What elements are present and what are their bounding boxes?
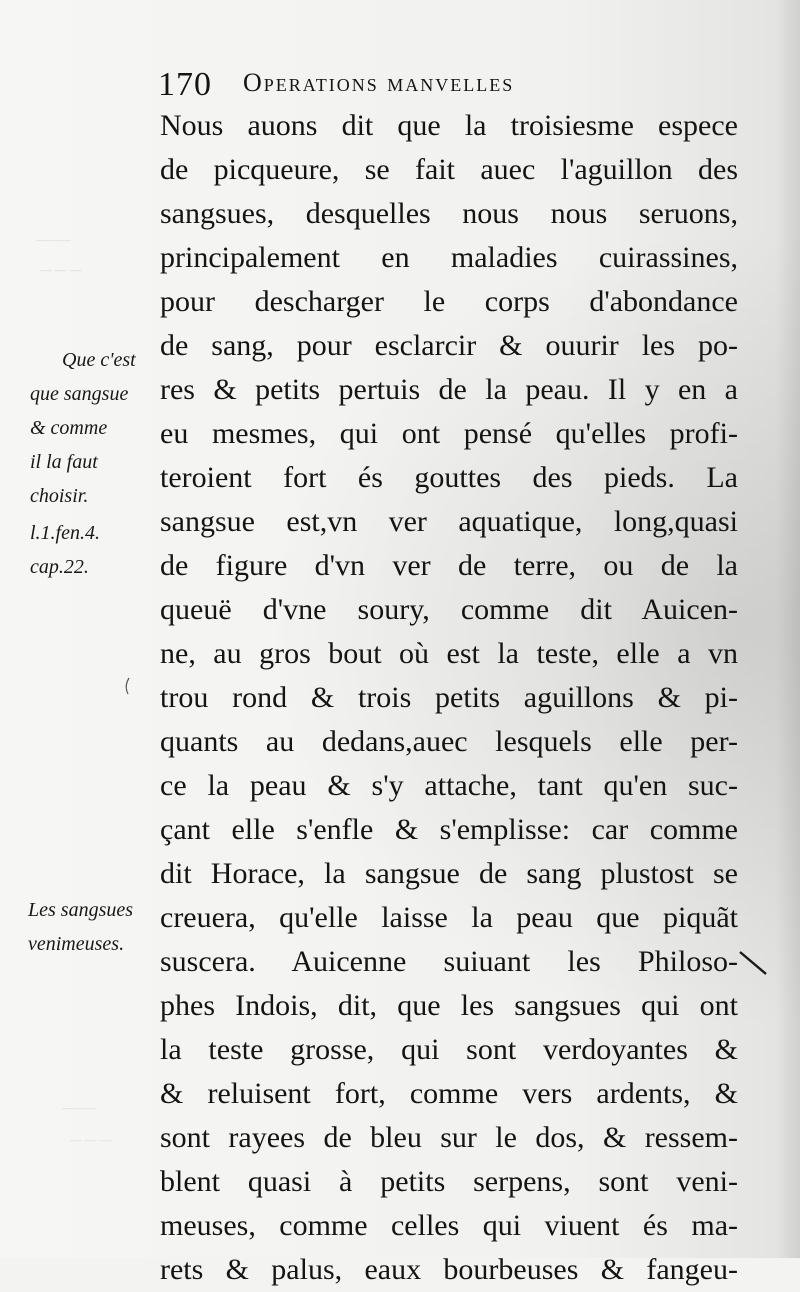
text-line: rets & palus, eaux bourbeuses & fangeu- [160, 1253, 738, 1286]
text-line: & reluisent fort, comme vers ardents, & [160, 1077, 738, 1110]
margin-note: il la faut [30, 451, 98, 473]
margin-note: Que c'est [62, 349, 136, 371]
margin-note: cap.22. [30, 556, 89, 578]
margin-note: choisir. [30, 485, 89, 507]
text-line: de figure d'vn ver de terre, ou de la [160, 549, 738, 582]
text-line: teroient fort és gouttes des pieds. La [160, 461, 738, 494]
text-line: suscera. Auicenne suiuant les Philoso- [160, 945, 738, 978]
margin-note: & comme [30, 417, 108, 439]
text-line: queuë d'vne soury, comme dit Auicen- [160, 593, 738, 626]
margin-note: que sangsue [30, 383, 129, 405]
text-line: quants au dedans,auec lesquels elle per- [160, 725, 738, 758]
text-line: eu mesmes, qui ont pensé qu'elles profi- [160, 417, 738, 450]
text-line: sangsue est,vn ver aquatique, long,quasi [160, 505, 738, 538]
text-line: çant elle s'enfle & s'emplisse: car comme [160, 813, 738, 846]
text-line: sangsues, desquelles nous nous seruons, [160, 197, 738, 230]
text-line: pour descharger le corps d'abondance [160, 285, 738, 318]
text-line: de sang, pour esclarcir & ouurir les po- [160, 329, 738, 362]
text-line: blent quasi à petits serpens, sont veni- [160, 1165, 738, 1198]
show-through-mark: — — — [40, 262, 82, 277]
margin-note: l.1.fen.4. [30, 522, 100, 544]
show-through-mark: ——— [62, 1100, 97, 1115]
running-head: Operations manvelles [243, 68, 515, 97]
ink-stroke-icon [122, 676, 132, 696]
text-line: ne, au gros bout où est la teste, elle a vn [160, 637, 738, 670]
text-line: meuses, comme celles qui viuent és ma- [160, 1209, 738, 1242]
text-line: phes Indois, dit, que les sangsues qui ont [160, 989, 738, 1022]
text-line: res & petits pertuis de la peau. Il y en a [160, 373, 738, 406]
margin-note: Les sangsues [28, 899, 134, 921]
margin-note: venimeuses. [28, 933, 125, 955]
text-line: dit Horace, la sangsue de sang plustost se [160, 857, 738, 890]
page-number: 170 [158, 66, 212, 103]
show-through-mark: ——— [36, 232, 71, 247]
show-through-mark: — — — [70, 1132, 112, 1147]
text-line: Nous auons dit que la troisiesme espece [160, 109, 738, 142]
text-line: creuera, qu'elle laisse la peau que piquãt [160, 901, 738, 934]
ink-stroke-icon [738, 948, 768, 978]
text-line: principalement en maladies cuirassines, [160, 241, 738, 274]
text-line: trou rond & trois petits aguillons & pi- [160, 681, 738, 714]
text-line: sont rayees de bleu sur le dos, & ressem- [160, 1121, 738, 1154]
text-line: ce la peau & s'y attache, tant qu'en suс- [160, 769, 738, 802]
text-line: la teste grosse, qui sont verdoyantes & [160, 1033, 738, 1066]
text-line: de picqueure, se fait auec l'aguillon des [160, 153, 738, 186]
